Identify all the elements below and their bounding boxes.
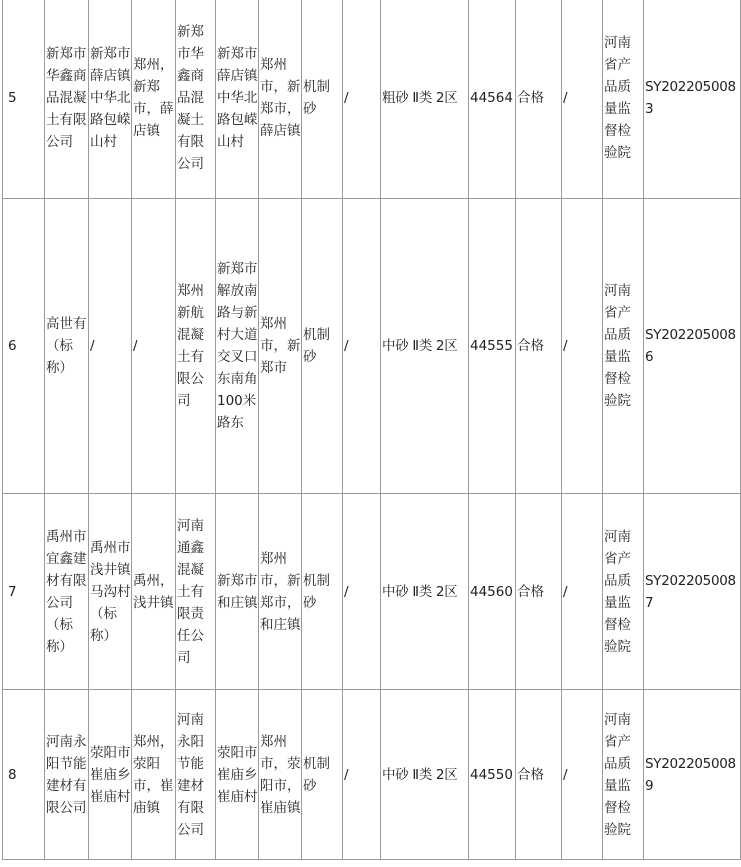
sampled-unit: 新郑市华鑫商品混凝土有限公司	[176, 0, 216, 199]
report-number: SY2022050086	[644, 199, 741, 494]
sampled-unit: 河南通鑫混凝土有限责任公司	[176, 494, 216, 690]
row-number: 5	[3, 0, 45, 199]
producer-city: 郑州，新郑市，薛店镇	[132, 0, 176, 199]
specification: 中砂 Ⅱ类 2区	[381, 199, 469, 494]
failed-items: /	[562, 494, 603, 690]
inspection-results-table	[2, 0, 741, 860]
result: 合格	[516, 494, 562, 690]
inspection-agency: 河南省产品质量监督检验院	[603, 0, 644, 199]
brand: /	[343, 0, 381, 199]
production-date: 44564	[469, 0, 516, 199]
failed-items: /	[562, 199, 603, 494]
producer-address: 新郑市薛店镇中华北路包嵘山村	[89, 0, 132, 199]
product-name: 机制砂	[302, 0, 343, 199]
table-row	[3, 0, 741, 199]
production-date: 44550	[469, 690, 516, 860]
result: 合格	[516, 690, 562, 860]
row-number: 7	[3, 494, 45, 690]
table-row	[3, 690, 741, 860]
producer-city: /	[132, 199, 176, 494]
row-number: 6	[3, 199, 45, 494]
specification: 中砂 Ⅱ类 2区	[381, 690, 469, 860]
result: 合格	[516, 199, 562, 494]
sampled-address: 荥阳市崔庙乡崔庙村	[216, 690, 259, 860]
producer-address: 禹州市浅井镇马沟村（标称）	[89, 494, 132, 690]
brand: /	[343, 690, 381, 860]
producer-name: 高世有（标称）	[45, 199, 89, 494]
inspection-agency: 河南省产品质量监督检验院	[603, 494, 644, 690]
product-name: 机制砂	[302, 199, 343, 494]
table-row	[3, 494, 741, 690]
brand: /	[343, 494, 381, 690]
brand: /	[343, 199, 381, 494]
product-name: 机制砂	[302, 494, 343, 690]
report-number: SY2022050089	[644, 690, 741, 860]
inspection-agency: 河南省产品质量监督检验院	[603, 199, 644, 494]
producer-address: 荥阳市崔庙乡崔庙村	[89, 690, 132, 860]
report-number: SY2022050083	[644, 0, 741, 199]
production-date: 44555	[469, 199, 516, 494]
producer-city: 禹州，浅井镇	[132, 494, 176, 690]
sampled-address: 新郑市解放南路与新村大道交叉口东南角100米路东	[216, 199, 259, 494]
producer-name: 新郑市华鑫商品混凝土有限公司	[45, 0, 89, 199]
failed-items: /	[562, 0, 603, 199]
sampled-city: 郑州市，新郑市，薛店镇	[259, 0, 302, 199]
producer-address: /	[89, 199, 132, 494]
report-number: SY2022050087	[644, 494, 741, 690]
product-name: 机制砂	[302, 690, 343, 860]
producer-name: 河南永阳节能建材有限公司	[45, 690, 89, 860]
sampled-unit: 河南永阳节能建材有限公司	[176, 690, 216, 860]
sampled-address: 新郑市和庄镇	[216, 494, 259, 690]
failed-items: /	[562, 690, 603, 860]
table-row	[3, 199, 741, 494]
specification: 中砂 Ⅱ类 2区	[381, 494, 469, 690]
specification: 粗砂 Ⅱ类 2区	[381, 0, 469, 199]
sampled-address: 新郑市薛店镇中华北路包嵘山村	[216, 0, 259, 199]
production-date: 44560	[469, 494, 516, 690]
sampled-city: 郑州市，新郑市	[259, 199, 302, 494]
producer-city: 郑州，荥阳市，崔庙镇	[132, 690, 176, 860]
sampled-city: 郑州市，新郑市，和庄镇	[259, 494, 302, 690]
row-number: 8	[3, 690, 45, 860]
producer-name: 禹州市宜鑫建材有限公司（标称）	[45, 494, 89, 690]
sampled-unit: 郑州新航混凝土有限公司	[176, 199, 216, 494]
result: 合格	[516, 0, 562, 199]
sampled-city: 郑州市，荥阳市，崔庙镇	[259, 690, 302, 860]
inspection-agency: 河南省产品质量监督检验院	[603, 690, 644, 860]
